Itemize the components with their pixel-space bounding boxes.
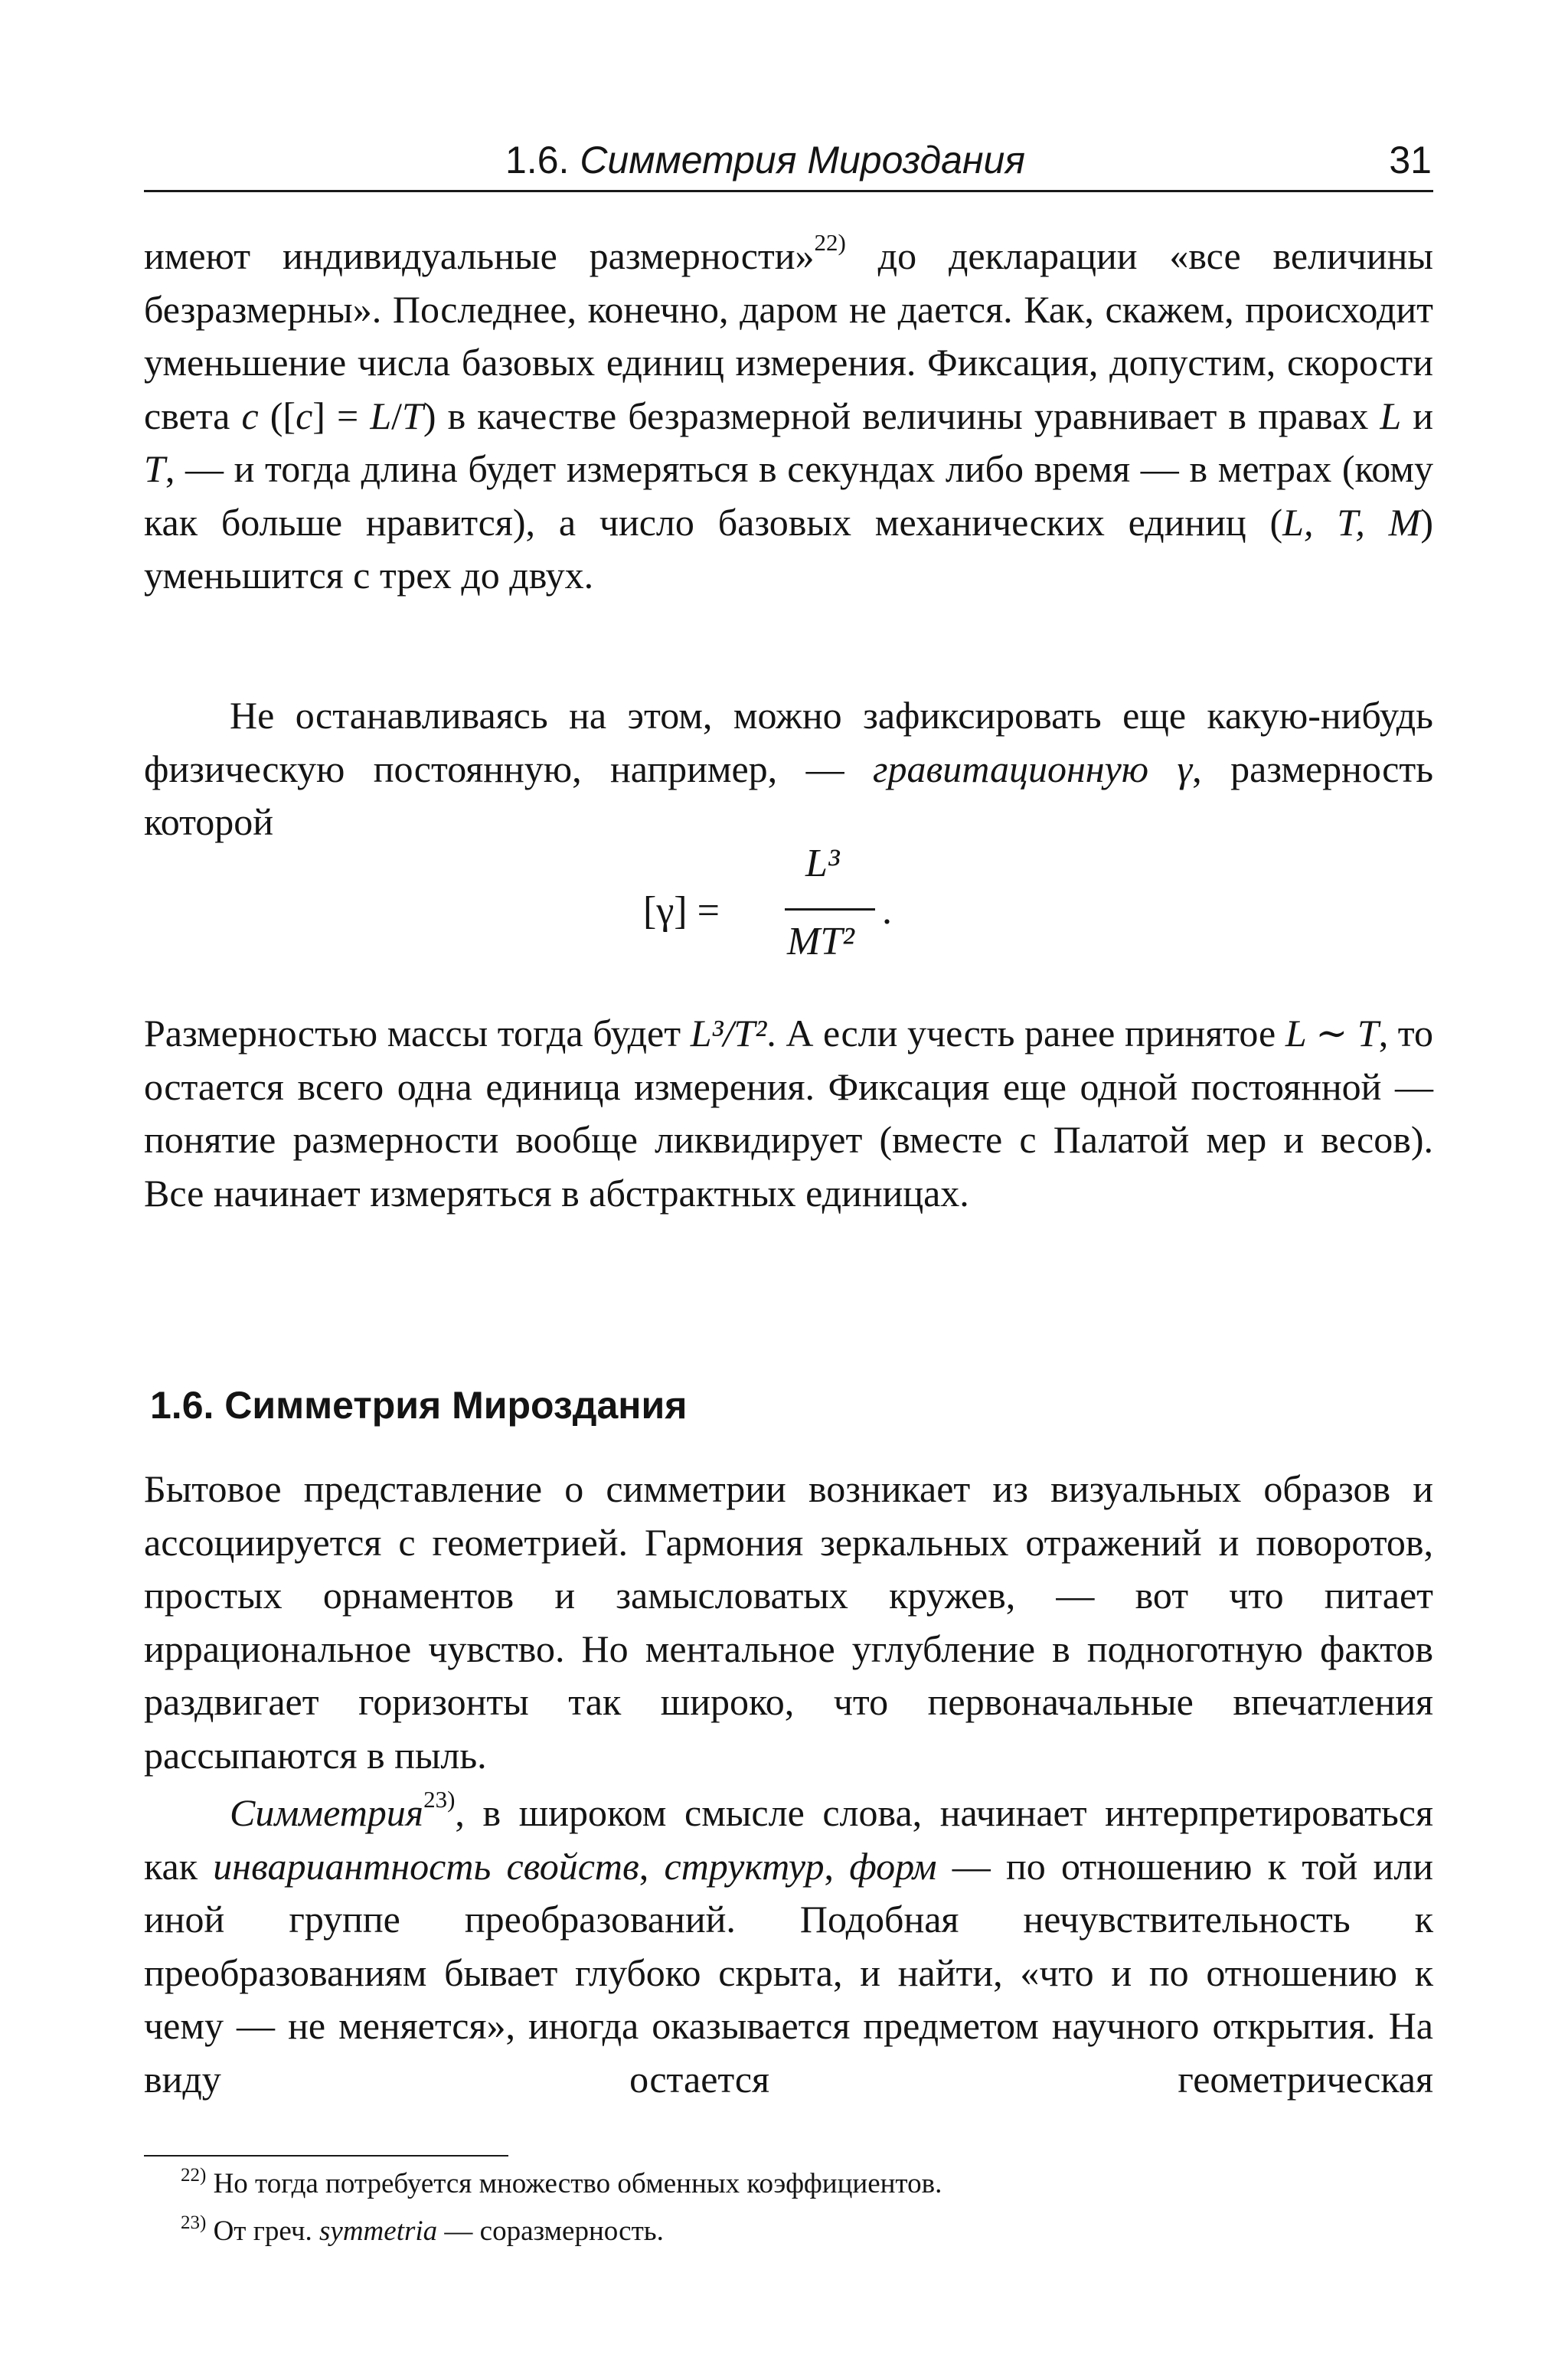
math-bracket-close: ) <box>423 394 436 437</box>
footnote-text: Но тогда потребуется множество обменных коэффициентов. <box>206 2168 942 2199</box>
text-run: — по отношению к той или иной группе преобразований. Подобная нечувствительность к преобразованиям бывает глубоко скрыта, и найти, «что и по отношению к чему — не меняется», иногда оказывается предметом научного открытия. На виду остается геометрическая <box>144 1844 1434 2101</box>
text-run: Размерностью массы тогда будет <box>144 1012 691 1055</box>
paragraph-text <box>144 689 1433 849</box>
text-run: и <box>1401 394 1433 437</box>
running-head <box>145 129 1432 191</box>
paragraph-text <box>144 230 1433 603</box>
header-rule <box>144 190 1433 192</box>
paragraph-text <box>144 1787 1433 2106</box>
math-c-dim: c <box>296 394 313 437</box>
paragraph-symmetry-intro <box>144 1463 1433 1782</box>
footnote-ref-22[interactable]: 22) <box>814 229 846 256</box>
page-number: 31 <box>1389 139 1432 181</box>
formula-numerator: L³ <box>805 842 840 885</box>
formula-period: . <box>882 889 892 933</box>
emphasis-symmetry: Симметрия <box>230 1791 424 1834</box>
paragraph-gravitational <box>144 689 1433 849</box>
text-run: , — и тогда длина будет измеряться в секундах либо время — в метрах (кому как больше нравится), а число базовых механических единиц ( <box>144 447 1433 544</box>
footnote-23 <box>181 2213 664 2250</box>
text-run: ) уменьшится с трех до двух. <box>144 500 1433 597</box>
footnote-mark: 23) <box>181 2212 207 2233</box>
text-run: , <box>639 1844 665 1888</box>
math-T: T <box>402 394 423 437</box>
footnote-mark: 22) <box>181 2165 207 2186</box>
paragraph-dimensionless <box>144 230 1433 603</box>
math-gamma: γ <box>1148 747 1193 790</box>
math-equals: ] = <box>312 394 371 437</box>
math-L-sim-T: L ∼ T <box>1285 1012 1379 1055</box>
paragraph-symmetry-definition <box>144 1787 1433 2106</box>
emphasis-invariance: инвариантность свойств <box>213 1844 639 1888</box>
fraction-bar <box>785 908 875 911</box>
footnote-text: От греч. <box>206 2215 320 2247</box>
footnote-rule <box>144 2155 508 2157</box>
paragraph-mass-dimension <box>144 1007 1433 1220</box>
section-heading: 1.6. Симметрия Мироздания <box>150 1384 688 1427</box>
math-mass-dimension: L³/T² <box>690 1012 767 1055</box>
footnote-ref-23[interactable]: 23) <box>423 1786 456 1813</box>
text-run: , <box>824 1844 850 1888</box>
running-head-section-title: Симметрия Мироздания <box>580 139 1026 181</box>
text-run: , то остается всего одна единица измерения. Фиксация еще одной постоянной — понятие размерности вообще ликвидирует (вместе с Палатой мер и весов). Все начинает измеряться в абстрактных единицах. <box>144 1012 1433 1215</box>
math-bracket: ([ <box>258 394 296 437</box>
math-L: L <box>1380 394 1402 437</box>
paragraph-text <box>144 1007 1433 1220</box>
math-L: L <box>370 394 392 437</box>
formula-lhs: [γ] = <box>643 889 720 933</box>
text-run: в качестве безразмерной величины уравнивает в правах <box>436 394 1380 437</box>
footnote-greek-term: symmetria <box>319 2215 438 2247</box>
formula-denominator: MT² <box>787 920 854 963</box>
display-formula <box>643 833 1026 986</box>
text-run: Не останавливаясь на этом, можно зафиксировать еще какую-нибудь физическую постоянную, например, — <box>144 694 1433 790</box>
text-run: имеют индивидуальные размерности» <box>144 234 815 277</box>
running-head-section-number: 1.6. <box>505 139 570 181</box>
footnote-22 <box>181 2166 942 2202</box>
math-LTM: L, T, M <box>1282 500 1421 544</box>
paragraph-text: Бытовое представление о симметрии возникает из визуальных образов и ассоциируется с геометрией. Гармония зеркальных отражений и поворотов, простых орнаментов и замысловатых кружев, — вот что питает иррациональное чувство. Но ментальное углубление в подноготную фактов раздвигает горизонты так широко, что первоначальные впечатления рассыпаются в пыль. <box>144 1467 1433 1777</box>
emphasis-structures: структур <box>664 1844 825 1888</box>
text-run: до декларации «все величины безразмерны». Последнее, конечно, даром не дается. Как, скажем, происходит уменьшение числа базовых единиц измерения. Фиксация, допустим, скорости света <box>144 234 1433 437</box>
emphasis-forms: форм <box>849 1844 937 1888</box>
math-slash: / <box>391 394 403 437</box>
text-run: , в широком смысле слова, начинает интерпретироваться как <box>144 1791 1433 1888</box>
running-head-title <box>505 129 1025 191</box>
math-T: T <box>144 447 165 490</box>
emphasis-gravitational: гравитационную <box>873 747 1149 790</box>
math-c: c <box>241 394 259 437</box>
footnote-text: — соразмерность. <box>437 2215 664 2247</box>
text-run: . А если учесть ранее принятое <box>766 1012 1285 1055</box>
text-run: , размерность которой <box>144 747 1434 843</box>
